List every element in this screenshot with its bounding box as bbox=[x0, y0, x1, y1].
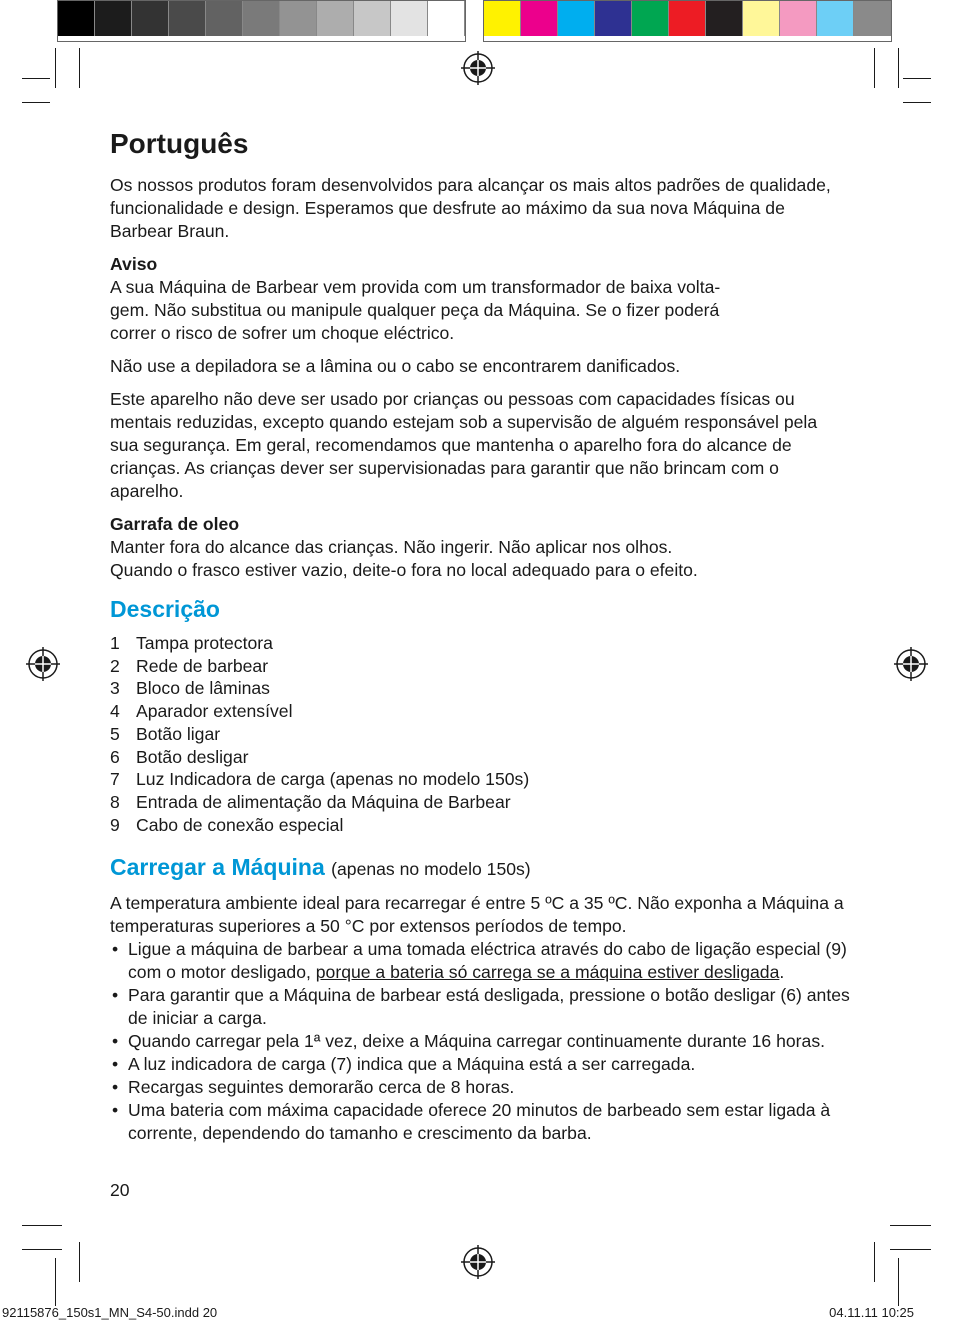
color-swatch bbox=[428, 1, 465, 36]
color-swatch bbox=[558, 1, 595, 36]
crop-mark bbox=[79, 48, 80, 88]
crop-mark bbox=[874, 48, 875, 88]
color-swatch bbox=[95, 1, 132, 36]
crop-mark bbox=[22, 1225, 62, 1226]
crop-mark bbox=[22, 78, 50, 79]
carregar-list bbox=[110, 938, 850, 1145]
garrafa-section bbox=[110, 513, 850, 582]
color-swatch bbox=[132, 1, 169, 36]
garrafa-line: Quando o frasco estiver vazio, deite-o fora no local adequado para o efeito. bbox=[110, 560, 698, 580]
page-title: Português bbox=[110, 128, 249, 159]
grayscale-color-bar bbox=[57, 0, 466, 42]
underlined-text: porque a bateria só carrega se a máquina estiver desligada bbox=[315, 962, 780, 983]
list-item: • Uma bateria com máxima capacidade oferece 20 minutos de barbeado sem estar ligada à corrente, dependendo do tamanho e crescimento da barba. bbox=[110, 1099, 850, 1145]
list-item: • Recargas seguintes demorarão cerca de 8 horas. bbox=[110, 1076, 850, 1099]
crop-mark bbox=[55, 1258, 56, 1306]
list-item: 9 Cabo de conexão especial bbox=[110, 814, 344, 835]
color-swatch bbox=[484, 1, 521, 36]
color-swatch bbox=[58, 1, 95, 36]
carregar-note: (apenas no modelo 150s) bbox=[331, 859, 531, 880]
list-item: • A luz indicadora de carga (7) indica que a Máquina está a ser carregada. bbox=[110, 1053, 850, 1076]
carregar-heading bbox=[110, 854, 850, 882]
list-item: 4 Aparador extensível bbox=[110, 701, 293, 722]
registration-mark-icon bbox=[461, 51, 495, 85]
list-item: • Quando carregar pela 1ª vez, deixe a Máquina carregar continuamente durante 16 horas. bbox=[110, 1030, 850, 1053]
registration-mark-icon bbox=[26, 647, 60, 681]
intro-paragraph: Os nossos produtos foram desenvolvidos para alcançar os mais altos padrões de qualidade, funcionalidade e design. Esperamos que desfrute ao máximo da sua nova Máquina de Barbear Braun. bbox=[110, 175, 831, 241]
crop-mark bbox=[79, 1242, 80, 1282]
color-swatch bbox=[669, 1, 706, 36]
color-swatch bbox=[169, 1, 206, 36]
registration-mark-icon bbox=[461, 1245, 495, 1279]
crop-mark bbox=[898, 48, 899, 88]
color-swatch bbox=[706, 1, 743, 36]
crop-mark bbox=[55, 48, 56, 88]
criancas-paragraph: Este aparelho não deve ser usado por crianças ou pessoas com capacidades físicas ou mentais reduzidas, excepto quando estejam sob a supervisão de alguém responsável pela sua segurança. Em geral, recomendamos que mantenha o aparelho fora do alcance de crianças. As crianças dever ser supervisionadas para garantir que não brincam com o aparelho. bbox=[110, 389, 818, 501]
list-item: 3 Bloco de lâminas bbox=[110, 678, 270, 699]
color-swatch bbox=[743, 1, 780, 36]
color-swatch bbox=[391, 1, 428, 36]
list-item: 8 Entrada de alimentação da Máquina de Barbear bbox=[110, 791, 511, 812]
page-content bbox=[110, 128, 850, 1145]
crop-mark bbox=[890, 1249, 931, 1250]
color-swatch bbox=[521, 1, 558, 36]
color-swatch bbox=[206, 1, 243, 36]
list-item: 5 Botão ligar bbox=[110, 723, 221, 744]
date-slug: 04.11.11 10:25 bbox=[829, 1305, 914, 1320]
file-slug: 92115876_150s1_MN_S4-50.indd 20 bbox=[2, 1305, 218, 1320]
list-item: 1 Tampa protectora bbox=[110, 633, 273, 653]
color-swatch bbox=[854, 1, 891, 36]
descricao-list bbox=[110, 632, 850, 836]
descricao-heading: Descrição bbox=[110, 596, 220, 622]
crop-mark bbox=[903, 78, 931, 79]
process-color-bar bbox=[483, 0, 892, 42]
color-swatch bbox=[780, 1, 817, 36]
list-item: • Ligue a máquina de barbear a uma tomada eléctrica através do cabo de ligação especial (9) com o motor desligado, porque a bateria só carrega se a máquina estiver desligada. bbox=[110, 938, 850, 984]
crop-mark bbox=[903, 102, 931, 103]
crop-mark bbox=[890, 1225, 931, 1226]
color-swatch bbox=[317, 1, 354, 36]
registration-mark-icon bbox=[894, 647, 928, 681]
garrafa-line: Manter fora do alcance das crianças. Não ingerir. Não aplicar nos olhos. bbox=[110, 537, 673, 557]
list-item: 2 Rede de barbear bbox=[110, 655, 269, 676]
aviso-section bbox=[110, 253, 850, 345]
list-item: 6 Botão desligar bbox=[110, 746, 249, 767]
carregar-title: Carregar a Máquina bbox=[110, 854, 325, 881]
crop-mark bbox=[22, 102, 50, 103]
garrafa-heading: Garrafa de oleo bbox=[110, 514, 240, 534]
page-number: 20 bbox=[110, 1180, 130, 1200]
carregar-intro: A temperatura ambiente ideal para recarregar é entre 5 ºC a 35 ºC. Não exponha a Máquina a temperaturas superiores a 50 °C por extensos períodos de tempo. bbox=[110, 893, 844, 937]
aviso-heading: Aviso bbox=[110, 254, 158, 274]
crop-mark bbox=[898, 1258, 899, 1306]
list-item: • Para garantir que a Máquina de barbear está desligada, pressione o botão desligar (6) antes de iniciar a carga. bbox=[110, 984, 850, 1030]
aviso-line: gem. Não substitua ou manipule qualquer peça da Máquina. Se o fizer poderá bbox=[110, 300, 720, 320]
color-swatch bbox=[632, 1, 669, 36]
crop-mark bbox=[22, 1249, 62, 1250]
color-swatch bbox=[595, 1, 632, 36]
aviso-line: A sua Máquina de Barbear vem provida com um transformador de baixa volta- bbox=[110, 277, 721, 297]
color-swatch bbox=[817, 1, 854, 36]
color-swatch bbox=[354, 1, 391, 36]
color-swatch bbox=[243, 1, 280, 36]
color-swatch bbox=[280, 1, 317, 36]
depiladora-paragraph: Não use a depiladora se a lâmina ou o cabo se encontrarem danificados. bbox=[110, 356, 681, 376]
crop-mark bbox=[874, 1242, 875, 1282]
list-item: 7 Luz Indicadora de carga (apenas no modelo 150s) bbox=[110, 769, 530, 790]
aviso-line: correr o risco de sofrer um choque eléctrico. bbox=[110, 323, 455, 343]
